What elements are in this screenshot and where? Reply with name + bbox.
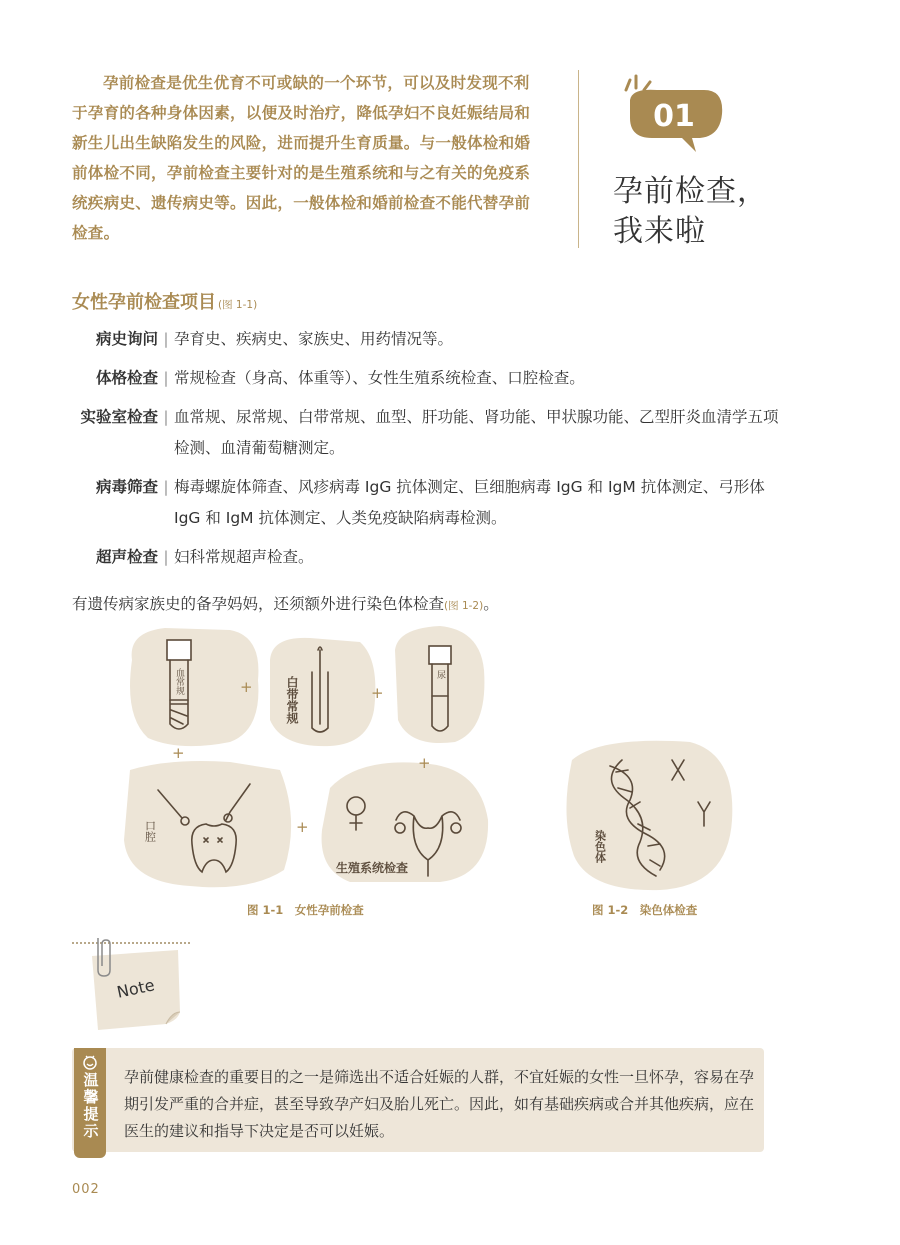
intro-paragraph: 孕前检查是优生优育不可或缺的一个环节，可以及时发现不利于孕育的各种身体因素，以便及时治疗，降低孕妇不良妊娠结局和新生儿出生缺陷发生的风险，进而提升生育质量。与一般体检和婚前体检不同，孕前检查主要针对的是生殖系统和与之有关的免疫系统疾病史、遗传病史等。因此，一般体检和婚前检查不能代替孕前检查。 bbox=[72, 74, 531, 242]
exam-item-separator: | bbox=[163, 548, 169, 566]
tip-text: 孕前健康检查的重要目的之一是筛选出不适合妊娠的人群，不宜妊娠的女性一旦怀孕，容易在孕期引发严重的合并症，甚至导致孕产妇及胎儿死亡。因此，如有基础疾病或合并其他疾病，应在医生的建议和指导下决定是否可以妊娠。 bbox=[124, 1068, 755, 1140]
chapter-number: 01 bbox=[653, 99, 695, 134]
page-number: 002 bbox=[72, 1182, 100, 1197]
repro-label: 生殖系统检查 bbox=[336, 861, 409, 875]
exam-items-list bbox=[72, 324, 792, 581]
plus-sign-4: + bbox=[418, 754, 431, 772]
exam-item-label: 体格检查 bbox=[95, 369, 158, 387]
section-title-ref: (图 1-1) bbox=[218, 299, 258, 311]
exam-item-value: 妇科常规超声检查。 bbox=[174, 548, 314, 566]
illustration-figures bbox=[0, 620, 900, 930]
chromosome-end: 。 bbox=[483, 595, 499, 613]
exam-item-value: 孕育史、疾病史、家族史、用药情况等。 bbox=[174, 330, 454, 348]
tip-label: 温馨提示 bbox=[83, 1071, 99, 1140]
exam-item-label: 病毒筛查 bbox=[95, 478, 158, 496]
exam-item-virus bbox=[72, 472, 792, 534]
section-title-text: 女性孕前检查项目 bbox=[72, 292, 216, 313]
exam-item-lab bbox=[72, 402, 792, 464]
chromosome-paragraph bbox=[72, 592, 499, 614]
blob-chromosome bbox=[566, 741, 732, 890]
exam-item-ultrasound bbox=[72, 542, 792, 573]
exam-item-value: 常规检查（身高、体重等）、女性生殖系统检查、口腔检查。 bbox=[174, 369, 585, 387]
chapter-title-line1: 孕前检查， bbox=[613, 174, 768, 209]
plus-sign-1: + bbox=[240, 678, 253, 696]
divider-line bbox=[578, 70, 579, 248]
exam-item-label: 超声检查 bbox=[95, 548, 158, 566]
exam-item-separator: | bbox=[163, 478, 169, 496]
plus-sign-3: + bbox=[172, 744, 185, 762]
chromosome-ref: (图 1-2) bbox=[444, 600, 484, 612]
urine-tube-cap bbox=[429, 646, 451, 664]
chapter-badge bbox=[612, 68, 732, 158]
exam-item-physical bbox=[72, 363, 792, 394]
blood-tube-label: 血常规 bbox=[174, 668, 184, 695]
plus-sign-2: + bbox=[371, 684, 384, 702]
swab-label: 白带常规 bbox=[285, 676, 299, 724]
mouth-label: 口腔 bbox=[143, 820, 157, 842]
exam-item-separator: | bbox=[163, 408, 169, 426]
exam-item-value: 血常规、尿常规、白带常规、血型、肝功能、肾功能、甲状腺功能、乙型肝炎血清学五项检测、血清葡萄糖测定。 bbox=[174, 408, 779, 457]
chromosome-text: 有遗传病家族史的备孕妈妈，还须额外进行染色体检查 bbox=[72, 595, 445, 613]
chromosome-label: 染色体 bbox=[593, 830, 607, 863]
chapter-title-line2: 我来啦 bbox=[613, 214, 706, 249]
exam-item-label: 实验室检查 bbox=[80, 408, 158, 426]
figure-caption-2: 图 1-2 染色体检查 bbox=[592, 903, 698, 917]
note-sticker bbox=[82, 936, 192, 1036]
plus-sign-5: + bbox=[296, 818, 309, 836]
exam-item-separator: | bbox=[163, 330, 169, 348]
exam-item-separator: | bbox=[163, 369, 169, 387]
blood-tube-cap bbox=[167, 640, 191, 660]
blob-urine-tube bbox=[395, 626, 484, 743]
urine-tube-label: 尿 bbox=[435, 670, 445, 679]
exam-item-label: 病史询问 bbox=[95, 330, 158, 348]
figure-caption-1: 图 1-1 女性孕前检查 bbox=[247, 903, 364, 917]
exam-item-value: 梅毒螺旋体筛查、风疹病毒 IgG 抗体测定、巨细胞病毒 IgG 和 IgM 抗体测定、弓形体 IgG 和 IgM 抗体测定、人类免疫缺陷病毒检测。 bbox=[174, 478, 765, 527]
note-label: Note bbox=[115, 975, 157, 1002]
chapter-title bbox=[613, 172, 768, 252]
section-title bbox=[72, 288, 257, 314]
exam-item-history bbox=[72, 324, 792, 355]
smile-icon bbox=[81, 1053, 99, 1071]
